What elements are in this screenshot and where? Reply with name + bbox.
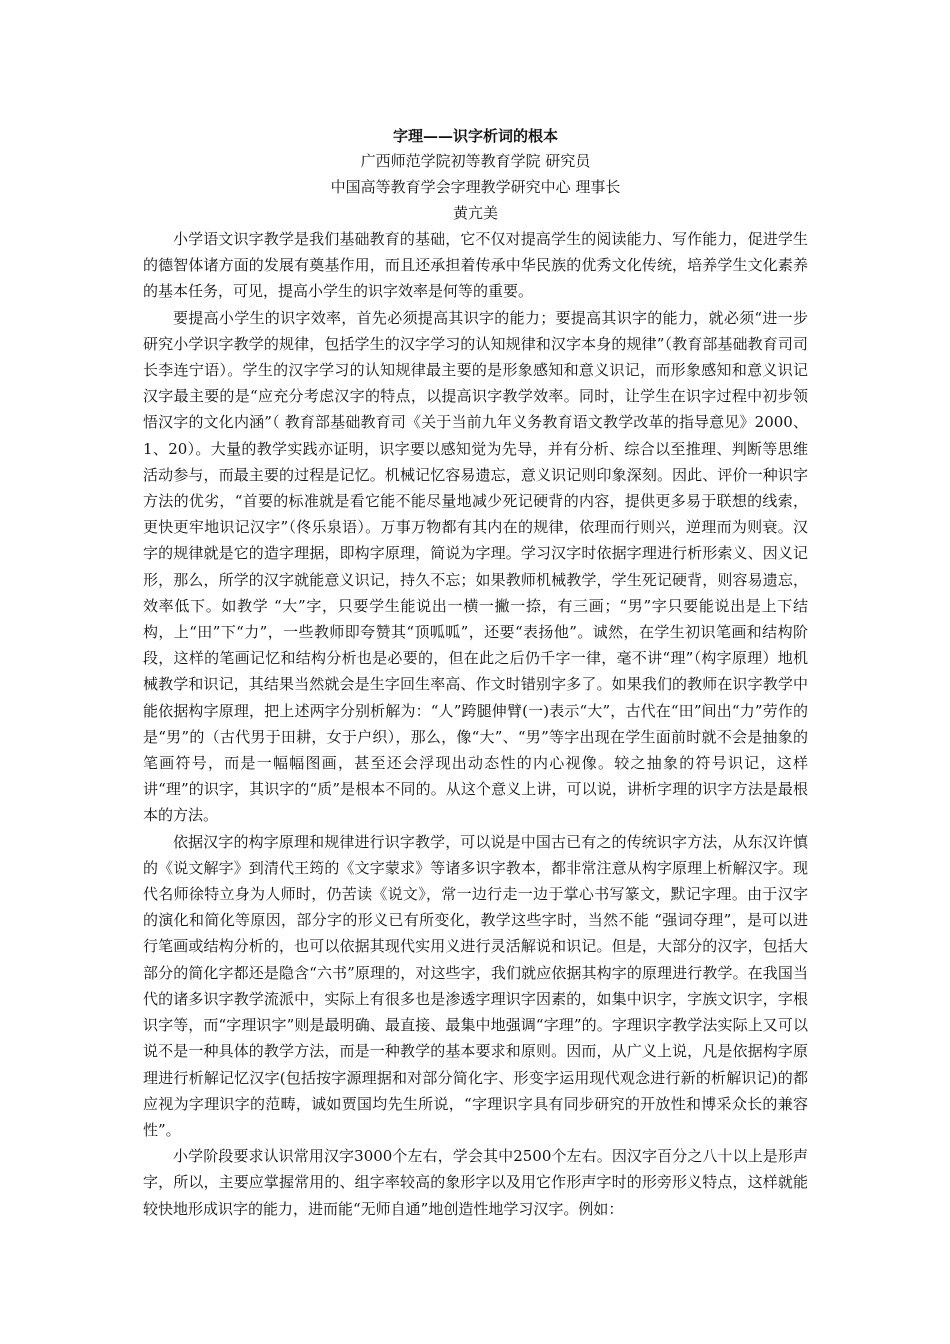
author-affiliation-2: 中国高等教育学会字理教学研究中心 理事长 xyxy=(330,178,621,196)
paragraph-2: 要提高小学生的识字效率，首先必须提高其识字的能力；要提高其识字的能力，就必须“进一步研究小学识字教学的规律，包括学生的汉字学习的认知规律和汉字本身的规律”（教育部基础教育司司长李连宁语）。学生的汉字学习的认知规律最主要的是形象感知和意义识记，而形象感知和意义识记汉字最主要的是“应充分考虑汉字的特点，以提高识字教学效率。同时，让学生在识字过程中初步领悟汉字的文化内涵”（ 教育部基础教育司《关于当前九年义务教育语文教学改革的指导意见》2000、1、20）。大量的教学实践亦证明，识字要以感知觉为先导，并有分析、综合以至推理、判断等思维活动参与，而最主要的过程是记忆。机械记忆容易遗忘，意义识记则印象深刻。因此、评价一种识字方法的优劣，“首要的标准就是看它能不能尽量地减少死记硬背的内容，提供更多易于联想的线索，更快更牢地识记汉字”（佟乐泉语）。万事万物都有其内在的规律，依理而行则兴，逆理而为则衰。汉字的规律就是它的造字理据，即构字原理，简说为字理。学习汉字时依据字理进行析形索义、因义记形，那么，所学的汉字就能意义识记，持久不忘；如果教师机械教学，学生死记硬背，则容易遗忘，效率低下。如教学 “大”字，只要学生能说出一横一撇一捺，有三画；“男”字只要能说出是上下结构，上“田”下“力”，一些教师即夸赞其“顶呱呱”，还要“表扬他”。诚然，在学生初识笔画和结构阶段，这样的笔画记忆和结构分析也是必要的，但在此之后仍千字一律，毫不讲“理”（构字原理）地机械教学和识记，其结果当然就会是生字回生率高、作文时错别字多了。如果我们的教师在识字教学中能依据构字原理，把上述两字分别析解为：“人”跨腿伸臂(一)表示“大”，古代在“田”间出“力”劳作的是“男”的（古代男于田耕，女于户织），那么，像“大”、“男”等字出现在学生面前时就不会是抽象的笔画符号，而是一幅幅图画，甚至还会浮现出动态性的内心视像。较之抽象的符号识记，这样讲“理”的识字，其识字的“质”是根本不同的。从这个意义上讲，可以说，讲析字理的识字方法是最根本的方法。 xyxy=(143,308,808,825)
author-affiliation-1: 广西师范学院初等教育学院 研究员 xyxy=(360,152,591,170)
paragraph-3: 依据汉字的构字原理和规律进行识字教学，可以说是中国古已有之的传统识字方法，从东汉许慎的《说文解字》到清代王筠的《文字蒙求》等诸多识字教本，都非常注意从构字原理上析解汉字。现代名师徐特立身为人师时，仍苦读《说文》，常一边行走一边于掌心书写篆文，默记字理。由于汉字的演化和简化等原因，部分字的形义已有所变化，教学这些字时，当然不能 “强词夺理”，是可以进行笔画或结构分析的，也可以依据其现代实用义进行灵活解说和识记。但是，大部分的汉字，包括大部分的简化字都还是隐含“六书”原理的，对这些字，我们就应依据其构字的原理进行教学。在我国当代的诸多识字教学流派中，实际上有很多也是渗透字理识字因素的，如集中识字，字族文识字，字根识字等，而“字理识字”则是最明确、最直接、最集中地强调“字理”的。字理识字教学法实际上又可以说不是一种具体的教学方法，而是一种教学的基本要求和原则。因而，从广义上说，凡是依据构字原理进行析解记忆汉字(包括按字源理据和对部分简化字、形变字运用现代观念进行新的析解识记)的都应视为字理识字的范畴，诚如贾国均先生所说，“字理识字具有同步研究的开放性和博采众长的兼容性”。 xyxy=(143,832,808,1139)
document-title: 字理——识字析词的根本 xyxy=(392,127,558,145)
document-page xyxy=(143,124,808,1222)
paragraph-4: 小学阶段要求认识常用汉字3000个左右，学会其中2500个左右。因汉字百分之八十以上是形声字，所以，主要应掌握常用的、组字率较高的象形字以及用它作形声字时的形旁形义特点，这样就能较快地形成识字的能力，进而能“无师自通”地创造性地学习汉字。例如： xyxy=(143,1147,808,1218)
paragraph-1: 小学语文识字教学是我们基础教育的基础，它不仅对提高学生的阅读能力、写作能力，促进学生的德智体诸方面的发展有奠基作用，而且还承担着传承中华民族的优秀文化传统，培养学生文化素养的基本任务，可见，提高小学生的识字效率是何等的重要。 xyxy=(143,230,808,301)
author-name: 黄亢美 xyxy=(452,204,498,222)
